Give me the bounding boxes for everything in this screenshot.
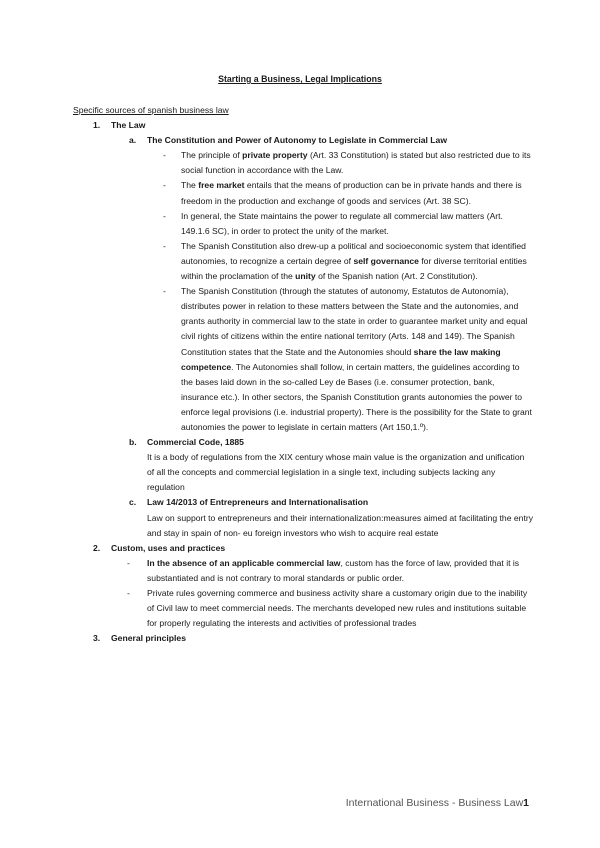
bullet-free-market: - The free market entails that the means of production can be in private hands and there is freedom in the production and exchange of goods and services (Art. 38 SC). [163,180,522,206]
bullet-applicable-law: - In the absence of an applicable commercial law, custom has the force of law, provided that it is substantiated and is not contrary to moral standards or public order. [127,557,520,583]
dash-marker: - [127,588,130,598]
sublist-item-law-14-2013 [73,495,533,510]
dash-marker: - [163,240,166,251]
footer-text: International Business - Business Law [345,797,524,809]
list-item-law [73,118,533,133]
document-body [73,103,533,646]
sublist-item-constitution [73,133,533,148]
item-number: 2. [93,542,101,553]
dash-marker: - [127,557,130,568]
page-footer [346,797,529,809]
dash-marker: - [163,210,166,221]
item-label: General principles [111,633,186,644]
sub-heading: Law 14/2013 of Entrepreneurs and Internationalisation [147,497,369,508]
sub-body: It is a body of regulations from the XIX century whose main value is the organization and unification of all the concepts and commercial legislation in a single text, including subjects lacking any regulation [147,452,525,493]
sub-heading: The Constitution and Power of Autonomy to Legislate in Commercial Law [147,135,448,146]
page-title: Starting a Business, Legal Implications [218,74,382,84]
section-heading: Specific sources of spanish business law [73,105,229,115]
item-number: 1. [93,120,101,131]
bullet-state-power: - In general, the State maintains the power to regulate all commercial law matters (Art. 149.1.6 SC), in order to protect the unity of the market. [163,210,503,236]
sublist-item-commercial-code [73,435,533,450]
bullet-private-property: - The principle of private property (Art. 33 Constitution) is stated but also restricted due to its social function in accordance with the Law. [163,150,531,176]
sub-body: Law on support to entrepreneurs and their internationalization:measures aimed at facilitating the entry and stay in spain of non- eu foreign investors who wish to acquire real estate [147,512,533,538]
sub-heading: Commercial Code, 1885 [147,437,244,448]
bullet-autonomies: - The Spanish Constitution also drew-up a political and socioeconomic system that identified autonomies, to recognize a certain degree of self governance for diverse territorial entities within the proclamation of the unity of the Spanish nation (Art. 2 Constitution). [163,240,527,282]
sub-letter: a. [129,135,137,146]
bullet-power-distribution: - The Spanish Constitution (through the statutes of autonomy, Estatutos de Autonomía), distributes power in relation to these matters between the State and the autonomies, and grants authority in commercial law to the state in order to guarantee market unity and equal civil rights of citizens within the entire national territory (Arts. 148 and 149). The Spanish Constitution states that the State and the Autonomies should share the law making competence. The Autonomies shall follow, in certain matters, the guidelines according to the bases laid down in the so-called Ley de Bases (i.e. consumer protection, bank, insurance etc.). In other sectors, the Spanish Constitution grants autonomies the power to enforce legal provisions (i.e. industrial property). There is the possibility for the State to grant autonomies the power to legislate in certain matters (Art 150,1.º). [163,286,532,432]
dash-marker: - [163,286,166,297]
list-item-custom [73,541,533,556]
sub-letter: b. [129,437,137,448]
dash-marker: - [163,180,166,191]
item-number: 3. [93,633,101,644]
dash-marker: - [163,150,166,161]
item-label: The Law [111,120,146,131]
sub-letter: c. [129,497,137,508]
list-item-general-principles [73,631,533,646]
page-number: 1 [523,797,529,809]
item-label: Custom, uses and practices [111,542,226,553]
bullet-private-rules: - Private rules governing commerce and business activity share a customary origin due to the inability of Civil law to meet commercial needs. The merchants developed new rules and institutions suitable for properly regulating the interests and activities of professional trades [127,588,528,629]
